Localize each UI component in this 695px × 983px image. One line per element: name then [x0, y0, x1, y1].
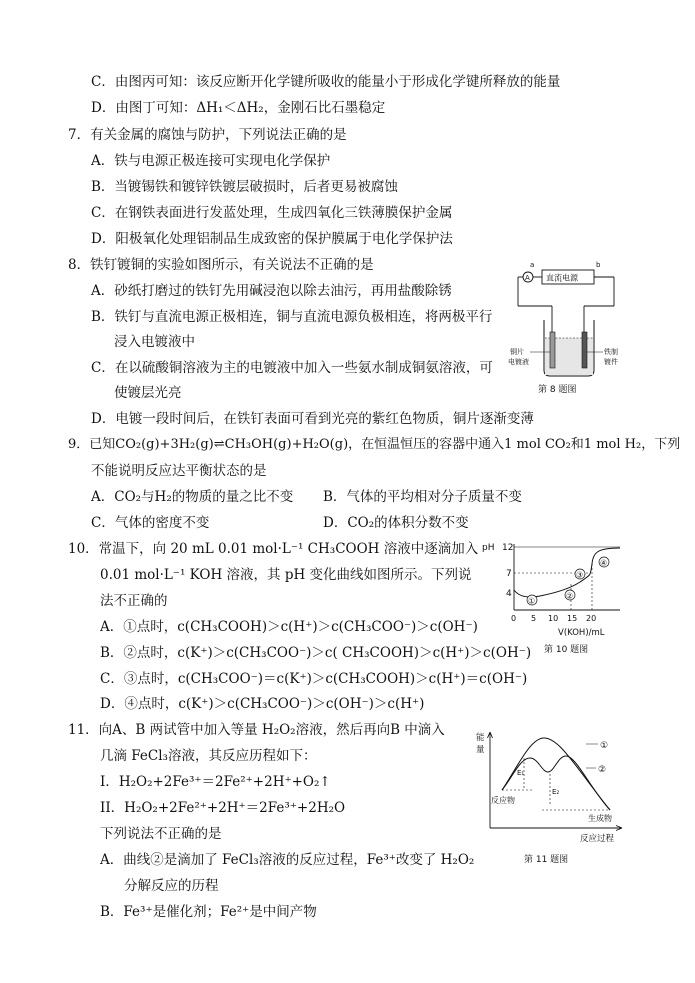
energy-profile-diagram [472, 728, 632, 870]
figure-8 [508, 258, 626, 400]
e1-label: E₁ [517, 769, 525, 777]
x-tick-15: 15 [567, 614, 578, 623]
q10-option-c: C．③点时，c(CH₃COO⁻)＝c(K⁺)＞c(CH₃COOH)＞c(H⁺)＝c(OH⁻) [100, 671, 528, 687]
q8-stem: 8．铁钉镀铜的实验如图所示，有关说法不正确的是 [68, 257, 374, 273]
q9-option-a: A．CO₂与H₂的物质的量之比不变 [91, 489, 294, 505]
electroplating-diagram [508, 258, 626, 400]
q8-option-a: A．砂纸打磨过的铁钉先用碱浸泡以除去油污，再用盐酸除锈 [91, 283, 452, 299]
y-tick-7: 7 [506, 569, 512, 579]
q11-stem: 11．向A、B 两试管中加入等量 H₂O₂溶液，然后再向B 中滴入 [68, 722, 445, 738]
q11-option-a: A．曲线②是滴加了 FeCl₃溶液的反应过程，Fe³⁺改变了 H₂O₂ [100, 852, 475, 868]
q11-stem-question: 下列说法不正确的是 [100, 826, 222, 842]
power-supply-label: 直流电源 [546, 273, 578, 283]
point-4-label: ④ [600, 558, 608, 568]
product-label: 生成物 [588, 814, 612, 823]
q8-option-d: D．电镀一段时间后，在铁钉表面可看到光亮的紫红色物质，铜片逐渐变薄 [91, 411, 534, 427]
terminal-b-label: b [596, 261, 601, 269]
q7-stem: 7．有关金属的腐蚀与防护，下列说法正确的是 [68, 127, 347, 143]
figure-11 [472, 728, 632, 870]
q7-option-a: A．铁与电源正极连接可实现电化学保护 [91, 153, 331, 169]
q8-option-c: C．在以硫酸铜溶液为主的电镀液中加入一些氨水制成铜氨溶液，可 [91, 360, 493, 376]
q9-option-c: C．气体的密度不变 [91, 515, 210, 531]
y-axis-label: pH [482, 543, 495, 553]
point-3-label: ③ [576, 570, 584, 580]
x-axis-label: 反应过程 [580, 834, 615, 844]
q10-stem: 10．常温下，向 20 mL 0.01 mol·L⁻¹ CH₃COOH 溶液中逐滴加入 [68, 541, 479, 557]
point-1-label: ① [528, 596, 536, 606]
x-tick-10: 10 [548, 614, 559, 623]
curve-1-label: ① [600, 741, 609, 751]
ph-curve [514, 548, 620, 597]
iron-part-label-1: 铁制 [604, 348, 618, 356]
q11-option-b: B．Fe³⁺是催化剂；Fe²⁺是中间产物 [100, 904, 317, 920]
titration-curve-chart [480, 540, 630, 658]
q7-option-c: C．在钢铁表面进行发蓝处理，生成四氧化三铁薄膜保护金属 [91, 205, 453, 221]
q7-option-b: B．当镀锡铁和镀锌铁镀层破损时，后者更易被腐蚀 [91, 179, 398, 195]
y-tick-4: 4 [506, 589, 512, 599]
y-axis-label-1: 能 [476, 733, 485, 743]
q8-option-b-cont: 浸入电镀液中 [114, 334, 195, 350]
curve-2-label: ② [598, 765, 607, 775]
x-axis-label: V(KOH)/mL [558, 628, 605, 638]
copper-electrode [550, 332, 555, 368]
iron-part-label-2: 镀件 [604, 358, 618, 366]
q11-reaction-2: II．H₂O₂+2Fe²⁺+2H⁺＝2Fe³⁺+2H₂O [100, 800, 346, 816]
x-tick-0: 0 [511, 614, 517, 623]
x-tick-20: 20 [586, 614, 597, 623]
solution-label: 电镀液 [508, 358, 529, 366]
q10-stem-cont-2: 法不正确的 [100, 593, 168, 609]
figure-11-caption: 第 11 题图 [524, 855, 569, 865]
figure-8-caption: 第 8 题图 [538, 385, 577, 395]
ammeter-label: A [525, 274, 530, 282]
q11-stem-cont: 几滴 FeCl₃溶液，其反应历程如下： [100, 748, 317, 764]
y-axis-label-2: 量 [476, 745, 485, 755]
figure-10-caption: 第 10 题图 [544, 645, 589, 655]
point-2-label: ② [566, 591, 574, 601]
q9-stem: 9．已知CO₂(g)+3H₂(g)⇌CH₃OH(g)+H₂O(g)，在恒温恒压的容器中通入1 mol CO₂和1 mol H₂，下列 [68, 437, 681, 452]
q6-option-c: C．由图丙可知：该反应断开化学键所吸收的能量小于形成化学键所释放的能量 [91, 74, 561, 90]
q11-option-a-cont: 分解反应的历程 [124, 878, 219, 894]
figure-10 [480, 540, 630, 658]
reactant-label: 反应物 [491, 796, 515, 805]
q8-option-b: B．铁钉与直流电源正极相连，铜与直流电源负极相连，将两极平行 [91, 309, 493, 325]
q9-option-b: B．气体的平均相对分子质量不变 [323, 489, 522, 505]
terminal-a-label: a [530, 261, 535, 269]
q8-option-c-cont: 使镀层光亮 [114, 385, 182, 401]
q9-stem-cont: 不能说明反应达平衡状态的是 [91, 463, 267, 479]
q10-option-b: B．②点时，c(K⁺)＞c(CH₃COO⁻)＞c( CH₃COOH)＞c(H⁺)＞c(OH⁻) [100, 645, 532, 661]
x-tick-5: 5 [531, 614, 537, 623]
q11-reaction-1: I．H₂O₂+2Fe³⁺＝2Fe²⁺+2H⁺+O₂↑ [100, 774, 331, 790]
y-tick-12: 12 [502, 543, 514, 553]
iron-electrode [582, 332, 587, 368]
copper-label: 铜片 [510, 348, 524, 356]
q7-option-d: D．阳极氧化处理铝制品生成致密的保护膜属于电化学保护法 [91, 231, 453, 247]
q10-stem-cont-1: 0.01 mol·L⁻¹ KOH 溶液，其 pH 变化曲线如图所示。下列说 [100, 567, 472, 583]
q10-option-a: A．①点时，c(CH₃COOH)＞c(H⁺)＞c(CH₃COO⁻)＞c(OH⁻) [100, 619, 478, 635]
q10-option-d: D．④点时，c(K⁺)＞c(CH₃COO⁻)＞c(OH⁻)＞c(H⁺) [100, 696, 425, 712]
e2-label: E₂ [552, 788, 560, 796]
q9-option-d: D．CO₂的体积分数不变 [323, 515, 469, 531]
q6-option-d: D．由图丁可知：ΔH₁＜ΔH₂，金刚石比石墨稳定 [91, 100, 386, 116]
